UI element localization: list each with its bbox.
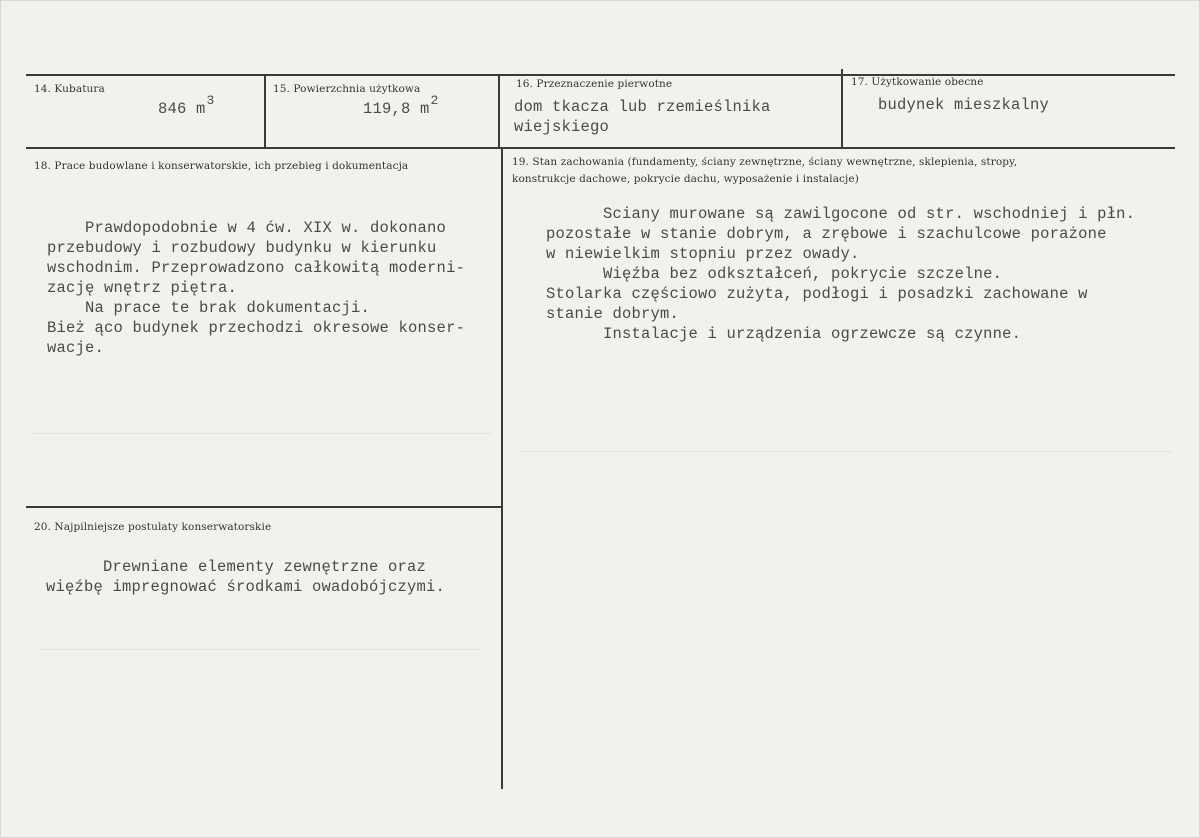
field-19-text <box>546 204 1135 344</box>
kubatura-unit-sup: 3 <box>206 93 215 108</box>
prace-line: zację wnętrz piętra. <box>47 279 238 297</box>
prace-line: wacje. <box>47 339 105 357</box>
divider-15-16 <box>498 75 500 147</box>
field-19-label-line2: konstrukcje dachowe, pokrycie dachu, wyposażenie i instalacje) <box>512 173 859 185</box>
stan-line: stanie dobrym. <box>546 305 680 323</box>
prace-line: wschodnim. Przeprowadzono całkowitą moderni- <box>47 259 466 277</box>
field-19-label-line1: 19. Stan zachowania (fundamenty, ściany zewnętrzne, ściany wewnętrzne, sklepienia, stropy, <box>512 156 1018 168</box>
field-18-text <box>47 198 465 358</box>
stan-line: w niewielkim stopniu przez owady. <box>546 245 860 263</box>
top-rule <box>26 74 1175 76</box>
field-18-label: 18. Prace budowlane i konserwatorskie, ich przebieg i dokumentacja <box>34 160 409 172</box>
prace-line: Prawdopodobnie w 4 ćw. XIX w. dokonano <box>47 219 447 237</box>
field-17-label: 17. Użytkowanie obecne <box>851 76 984 88</box>
field-15-label: 15. Powierzchnia użytkowa <box>273 83 421 95</box>
field-15-value <box>363 93 439 120</box>
stan-line: Instalacje i urządzenia ogrzewcze są czynne. <box>546 325 1022 343</box>
field-14-value <box>158 93 215 120</box>
rule-18-20 <box>26 506 502 508</box>
kubatura-value: 846 m <box>158 100 206 118</box>
przeznaczenie-line: dom tkacza lub rzemieślnika <box>514 98 771 116</box>
field-20-label: 20. Najpilniejsze postulaty konserwatorskie <box>34 521 272 533</box>
bleed-line <box>521 451 1171 452</box>
postulaty-line: Drewniane elementy zewnętrzne oraz <box>46 558 427 576</box>
divider-14-15 <box>264 75 266 147</box>
main-vertical-divider <box>501 148 503 789</box>
field-16-label: 16. Przeznaczenie pierwotne <box>516 78 673 90</box>
stan-line: Sciany murowane są zawilgocone od str. wschodniej i płn. <box>546 205 1136 223</box>
bleed-line <box>31 433 491 434</box>
row1-bottom-rule <box>26 147 1175 149</box>
prace-line: Bież ąco budynek przechodzi okresowe konser- <box>47 319 466 337</box>
stan-line: Stolarka częściowo zużyta, podłogi i posadzki zachowane w <box>546 285 1088 303</box>
postulaty-line: więźbę impregnować środkami owadobójczymi. <box>46 578 446 596</box>
prace-line: przebudowy i rozbudowy budynku w kierunku <box>47 239 437 257</box>
bleed-line <box>41 649 481 650</box>
field-14-label: 14. Kubatura <box>34 83 105 95</box>
powierzchnia-value: 119,8 m <box>363 100 430 118</box>
field-17-value: budynek mieszkalny <box>878 96 1050 114</box>
powierzchnia-unit-sup: 2 <box>430 93 439 108</box>
field-20-text <box>46 557 445 597</box>
stan-line: pozostałe w stanie dobrym, a zrębowe i szachulcowe porażone <box>546 225 1107 243</box>
prace-line: Na prace te brak dokumentacji. <box>47 299 371 317</box>
stan-line: Więźba bez odkształceń, pokrycie szczelne. <box>546 265 1003 283</box>
divider-16-17 <box>841 69 843 147</box>
field-16-value <box>514 97 771 137</box>
przeznaczenie-line: wiejskiego <box>514 118 610 136</box>
